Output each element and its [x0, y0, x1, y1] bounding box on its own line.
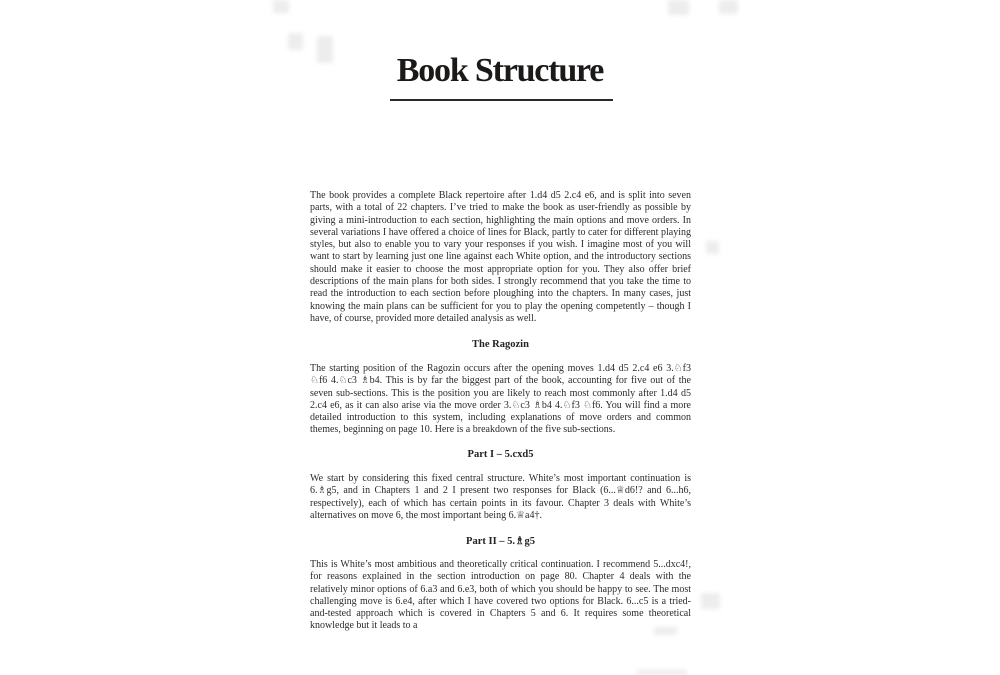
scan-artifact — [288, 33, 303, 50]
section-heading-part1: Part I – 5.cxd5 — [467, 449, 534, 460]
section-heading-ragozin: The Ragozin — [472, 339, 529, 350]
scan-artifact — [701, 593, 720, 609]
scan-artifact — [719, 0, 738, 14]
scan-artifact — [668, 0, 689, 15]
section-paragraph-part1: We start by considering this fixed central structure. White’s most important continuation is 6.♗g5, and in Chapters 1 and 2 I present two responses for Black (6...♕d6!? and 6...h6, respectively), each of which has certain points in its favour. Chapter 3 deals with White’s alternatives on move 6, the most important being 6.♕a4†. — [310, 473, 691, 521]
section-paragraph-part2: This is White’s most ambitious and theoretically critical continuation. I recommend 5...dxc4!, for reasons explained in the section introduction on page 80. Chapter 4 deals with the relatively minor options of 6.a3 and 6.e3, both of which you should be happy to see. The most challenging move is 6.e4, after which I have covered two options for Black. 6...c5 is a tried-and-tested approach which is covered in Chapters 5 and 6. It requires some theoretical knowledge but it leads to a — [310, 559, 691, 632]
scan-artifact — [273, 0, 289, 13]
title-rule-divider — [390, 99, 613, 101]
scan-artifact — [706, 241, 719, 254]
scan-artifact — [637, 670, 687, 675]
section-paragraph-ragozin: The starting position of the Ragozin occurs after the opening moves 1.d4 d5 2.c4 e6 3.♘f3 ♘f6 4.♘c3 ♗b4. This is by far the biggest part of the book, accounting for five out of the seven sub-sections. This is the position you are likely to reach most commonly after 1.d4 d5 2.c4 e6, as it can also arise via the move order 3.♘c3 ♗b4 4.♘f3 ♘f6. You will find a more detailed introduction to this system, including explanations of move orders and common themes, beginning on page 10. Here is a breakdown of the five sub-sections. — [310, 363, 691, 436]
page-title: Book Structure — [396, 52, 604, 89]
section-heading-part2: Part II – 5.♗g5 — [466, 536, 535, 547]
intro-paragraph: The book provides a complete Black repertoire after 1.d4 d5 2.c4 e6, and is split into seven parts, with a total of 22 chapters. I’ve tried to make the book as user-friendly as possible by giving a mini-introduction to each section, highlighting the main options and move orders. In several variations I have offered a choice of lines for Black, partly to cater for different playing styles, but also to enable you to vary your responses if you wish. I imagine most of you will want to start by learning just one line against each White option, and the introductory sections should make it easier to choose the most appropriate option for you. They also offer brief descriptions of the main plans for both sides. I strongly recommend that you take the time to read the introduction to each section before ploughing into the chapters. In many cases, just knowing the main plans can be sufficient for you to play the opening competently – though I have, of course, provided more detailed analysis as well. — [310, 190, 691, 324]
